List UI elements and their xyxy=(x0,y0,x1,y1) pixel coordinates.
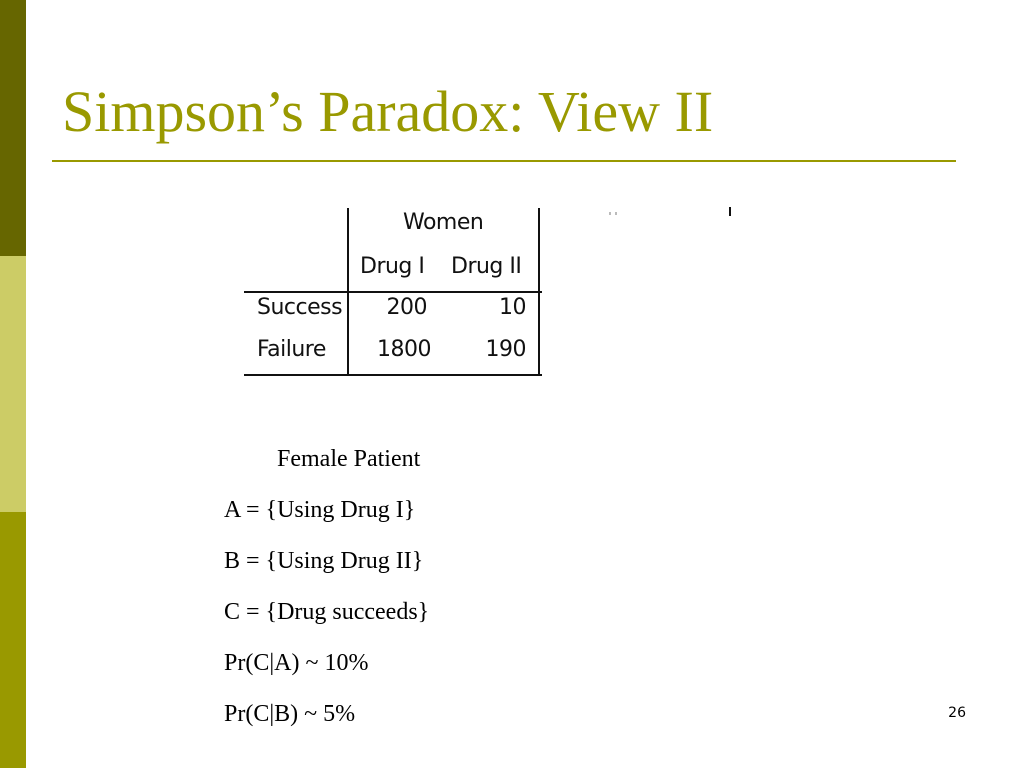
left-bar-top xyxy=(0,0,26,256)
body-heading: Female Patient xyxy=(277,446,421,472)
title-underline xyxy=(52,160,956,162)
table-cell: 190 xyxy=(485,337,526,362)
table-column-header: Drug I xyxy=(360,254,425,279)
definition-line: A = {Using Drug I} xyxy=(224,497,416,523)
left-bar-bottom xyxy=(0,512,26,768)
table-column-header: Drug II xyxy=(451,254,522,279)
contingency-table xyxy=(244,200,544,378)
left-bar-middle xyxy=(0,256,26,512)
page-number: 26 xyxy=(948,705,966,721)
definition-line: B = {Using Drug II} xyxy=(224,548,424,574)
table-cell: 10 xyxy=(499,295,526,320)
table-row-label: Failure xyxy=(257,337,326,362)
cropped-image-fragment xyxy=(609,212,619,215)
definition-line: C = {Drug succeeds} xyxy=(224,599,430,625)
cropped-image-fragment xyxy=(729,207,731,216)
table-cell: 200 xyxy=(386,295,427,320)
probability-line: Pr(C|B) ~ 5% xyxy=(224,701,356,727)
table-bottom-border xyxy=(244,374,542,376)
table-row-label: Success xyxy=(257,295,343,320)
table-group-header: Women xyxy=(403,210,484,235)
probability-line: Pr(C|A) ~ 10% xyxy=(224,650,369,676)
table-cell: 1800 xyxy=(377,337,431,362)
table-divider-horizontal xyxy=(244,291,542,293)
slide-title: Simpson’s Paradox: View II xyxy=(62,79,714,144)
